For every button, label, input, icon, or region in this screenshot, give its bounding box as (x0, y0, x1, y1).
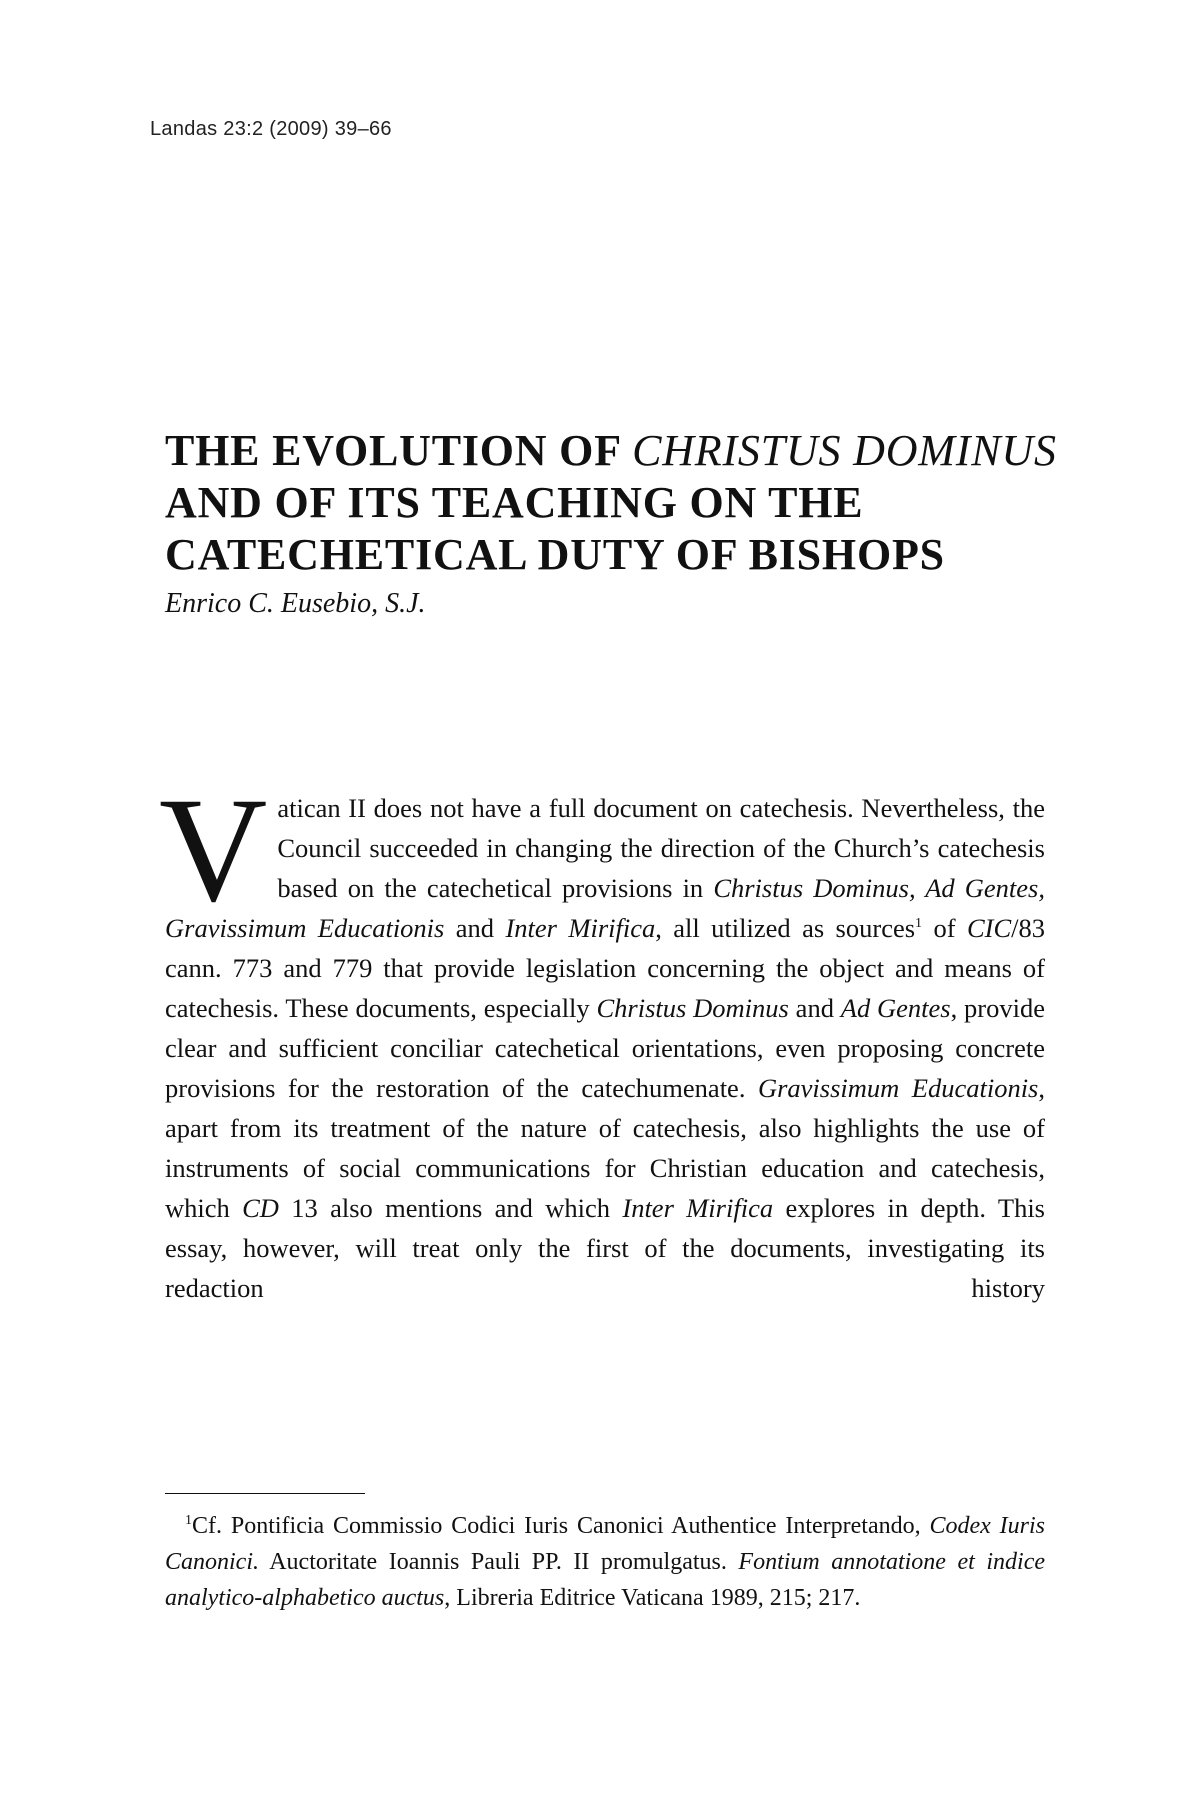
body-text-segment: , all utilized as sources (655, 913, 916, 943)
body-text-segment: of (922, 913, 967, 943)
body-italic-segment: Christus Dominus, Ad Gentes, Gravissimum Educationis (165, 873, 1045, 943)
footnote-italic-segment: Codex Iuris Canonici. (165, 1513, 1045, 1575)
drop-cap: V (159, 767, 268, 933)
footnote (165, 1508, 1045, 1616)
body-italic-segment: Gravissimum Educationis (757, 1073, 1039, 1103)
body-text-segment: , apart from its treatment of the nature of catechesis, also highlights the use of instruments of social communications for Christian education and catechesis, which (165, 1073, 1045, 1223)
title-block (165, 425, 1065, 621)
title-part-1: THE EVOLUTION OF (165, 426, 633, 475)
body-text-segment: and (444, 913, 506, 943)
body-italic-segment: CD (242, 1193, 279, 1223)
body-italic-segment: Inter Mirifica (505, 913, 656, 943)
footnote-text-segment: Auctoritate Ioannis Pauli PP. II promulgatus. (259, 1549, 739, 1575)
article-title (165, 425, 1065, 581)
title-part-3: AND OF ITS TEACHING ON THE CATECHETICAL DUTY OF BISHOPS (165, 478, 945, 579)
footnote-number: 1 (185, 1513, 192, 1528)
body-italic-segment: Ad Gentes (840, 993, 951, 1023)
article-author: Enrico C. Eusebio, S.J. (165, 588, 426, 619)
body-text-segment: , provide clear and sufficient conciliar catechetical orientations, even proposing concrete provisions for the restoration of the catechumenate. (165, 993, 1046, 1103)
body-paragraph (159, 767, 1046, 1308)
footnote-reference[interactable]: 1 (915, 916, 923, 932)
footnote-text-segment: Cf. Pontificia Commissio Codici Iuris Canonici Authentice Interpretando, (192, 1513, 930, 1539)
body-text-segment: 13 also mentions and which (278, 1193, 623, 1223)
body-italic-segment: Inter Mirifica (622, 1193, 774, 1223)
title-part-2-italic: CHRISTUS DOMINUS (632, 426, 1057, 475)
running-head: Landas 23:2 (2009) 39–66 (150, 118, 392, 140)
body-text-segment: atican II does not have a full document on catechesis. Nevertheless, the Council succeeded in changing the direction of the Church’s catechesis based on the catechetical provisions in (277, 793, 1045, 903)
body-text-segment: explores in depth. This essay, however, will treat only the first of the documents, investigating its redaction history (165, 1193, 1045, 1303)
footnote-divider (165, 1493, 365, 1494)
body-italic-segment: Christus Dominus (596, 993, 789, 1023)
footnote-italic-segment: Fontium annotatione et indice analytico-alphabetico auctus (165, 1549, 1045, 1611)
body-text-segment: /83 cann. 773 and 779 that provide legislation concerning the object and means of catechesis. These documents, especially (165, 913, 1045, 1023)
body-text-segment: and (788, 993, 841, 1023)
body-italic-segment: CIC (966, 913, 1012, 943)
footnote-text-segment: , Libreria Editrice Vaticana 1989, 215; 217. (444, 1585, 861, 1611)
